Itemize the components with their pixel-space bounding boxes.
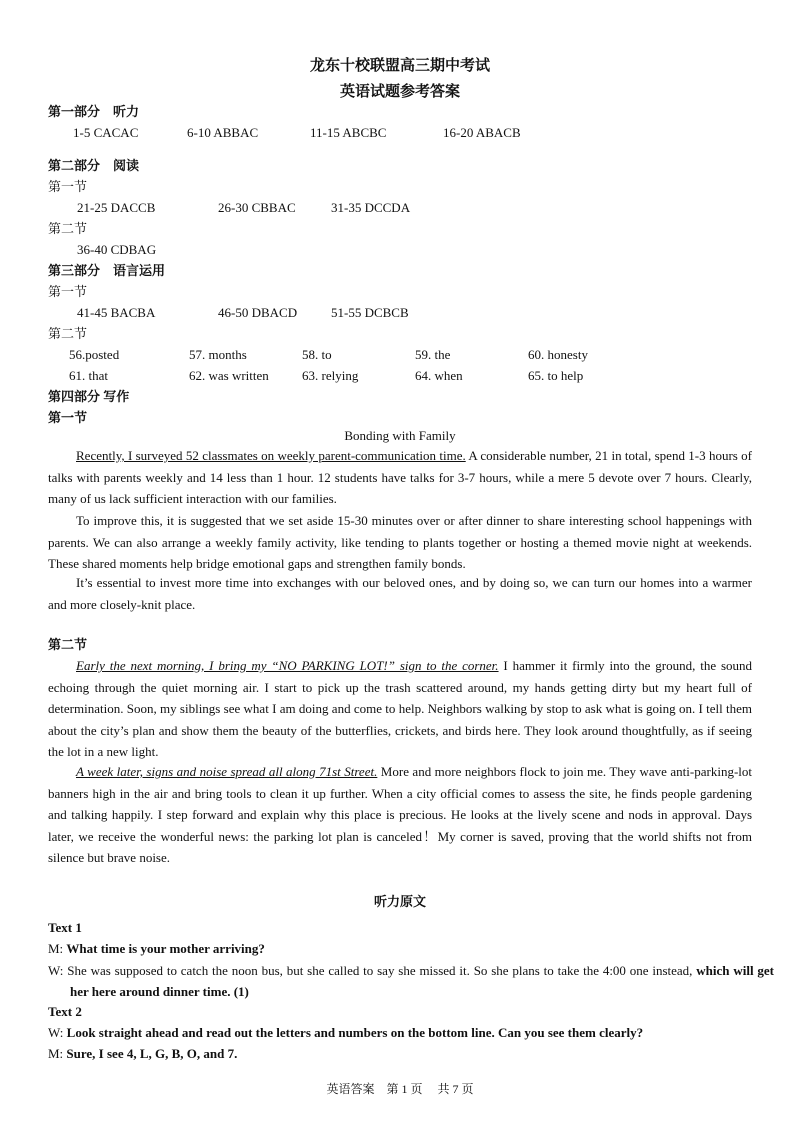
grammar-answer: 57. months — [189, 347, 247, 362]
section-label: 第一节 — [48, 284, 88, 299]
part1-heading: 第一部分 听力 — [48, 104, 140, 119]
story-paragraph: A week later, signs and noise spread all along 71st Street. More and more neighbors flock to join me. They wave anti-parking-lot banners high in the air and bring tools to clean it up further. When a city official comes to assess the site, he finds people gardening and talking happily. I step forward and explain why this place is precious. He looks at the lively scene and nods in approval. Days later, we receive the wonderful news: the parking lot plan is canceled！My corner is saved, proving that the world shifts not from silence but brave noise. — [48, 764, 752, 865]
grammar-answer: 60. honesty — [528, 347, 588, 362]
text-label: Text 2 — [48, 1004, 82, 1019]
answer-range: 16-20 ABACB — [443, 125, 521, 140]
answer-range: 41-45 BACBA — [77, 305, 156, 320]
section-label: 第一节 — [48, 410, 88, 425]
answer-range: 11-15 ABCBC — [310, 125, 387, 140]
answer-range: 1-5 CACAC — [73, 125, 139, 140]
essay-paragraph: It’s essential to invest more time into exchanges with our beloved ones, and by doing so, we can turn our homes into a warmer and more closely-knit place. — [48, 575, 752, 612]
grammar-answer: 61. that — [69, 368, 108, 383]
dialogue-line: M: Sure, I see 4, L, G, B, O, and 7. — [48, 1046, 238, 1061]
part2-heading: 第二部分 阅读 — [48, 158, 140, 173]
essay-paragraph: To improve this, it is suggested that we set aside 15-30 minutes over or after dinner to share interesting school happenings with parents. We can also arrange a weekly family activity, like tending to plants together or hosting a themed movie night at weekends. These shared moments help bridge emotional gaps and strengthen family bonds. — [48, 513, 752, 571]
dialogue-line: M: What time is your mother arriving? — [48, 941, 265, 956]
answer-range: 46-50 DBACD — [218, 305, 298, 320]
exam-title: 龙东十校联盟高三期中考试 — [309, 58, 490, 74]
part3-heading: 第三部分 语言运用 — [48, 263, 166, 278]
page-footer: 英语答案 第 1 页 共 7 页 — [326, 1082, 474, 1096]
answer-range: 36-40 CDBAG — [77, 242, 157, 257]
grammar-answer: 62. was written — [189, 368, 269, 383]
story-paragraph: Early the next morning, I bring my “NO PARKING LOT!” sign to the corner. I hammer it firmly into the ground, the sound echoing through the quiet morning air. I start to pick up the trash scattered around, my hands getting dirty but my heart full of determination. Soon, my siblings see what I am doing and come to help. Neighbors walking by stop to ask what is going on. I tell them about the city’s plan and show them the beauty of the butterflies, crickets, and birds here. They look around thoughtfully, as if seeing the lot in a new light. — [48, 658, 753, 759]
given-sentence: Early the next morning, I bring my “NO PARKING LOT!” sign to the corner. — [76, 658, 499, 673]
essay-title: Bonding with Family — [344, 428, 456, 443]
answer-range: 51-55 DCBCB — [331, 305, 409, 320]
grammar-answer: 58. to — [302, 347, 332, 362]
answer-key-title: 英语试题参考答案 — [339, 84, 460, 100]
given-sentence: A week later, signs and noise spread all along 71st Street. — [76, 764, 378, 779]
section-label: 第二节 — [48, 221, 88, 236]
dialogue-line: W: Look straight ahead and read out the letters and numbers on the bottom line. Can you see them clearly? — [48, 1025, 644, 1040]
grammar-answer: 64. when — [415, 368, 463, 383]
answer-range: 6-10 ABBAC — [187, 125, 259, 140]
answer-range: 31-35 DCCDA — [331, 200, 411, 215]
grammar-answer: 59. the — [415, 347, 451, 362]
underlined-sentence: Recently, I surveyed 52 classmates on weekly parent-communication time. — [76, 448, 466, 463]
section-label: 第二节 — [48, 326, 88, 341]
part4-heading: 第四部分 写作 — [48, 389, 130, 404]
listening-heading: 听力原文 — [373, 894, 426, 909]
dialogue-line: W: She was supposed to catch the noon bus, but she called to say she missed it. So she plans to take the 4:00 one instead, which will get her here around dinner time. (1) — [48, 963, 774, 999]
grammar-answer: 56.posted — [69, 347, 120, 362]
text-label: Text 1 — [48, 920, 82, 935]
section-label: 第一节 — [48, 179, 88, 194]
section-label: 第二节 — [48, 637, 88, 652]
essay-paragraph: Recently, I surveyed 52 classmates on weekly parent-communication time. A considerable number, 21 in total, spend 1-3 hours of talks with parents weekly and 14 less than 1 hour. 12 students have talks for 3-7 hours, while a mere 5 devote over 7 hours. Clearly, many of us lack sufficient interaction with our families. — [48, 448, 752, 506]
grammar-answer: 63. relying — [302, 368, 359, 383]
answer-range: 21-25 DACCB — [77, 200, 156, 215]
answer-range: 26-30 CBBAC — [218, 200, 296, 215]
grammar-answer: 65. to help — [528, 368, 584, 383]
